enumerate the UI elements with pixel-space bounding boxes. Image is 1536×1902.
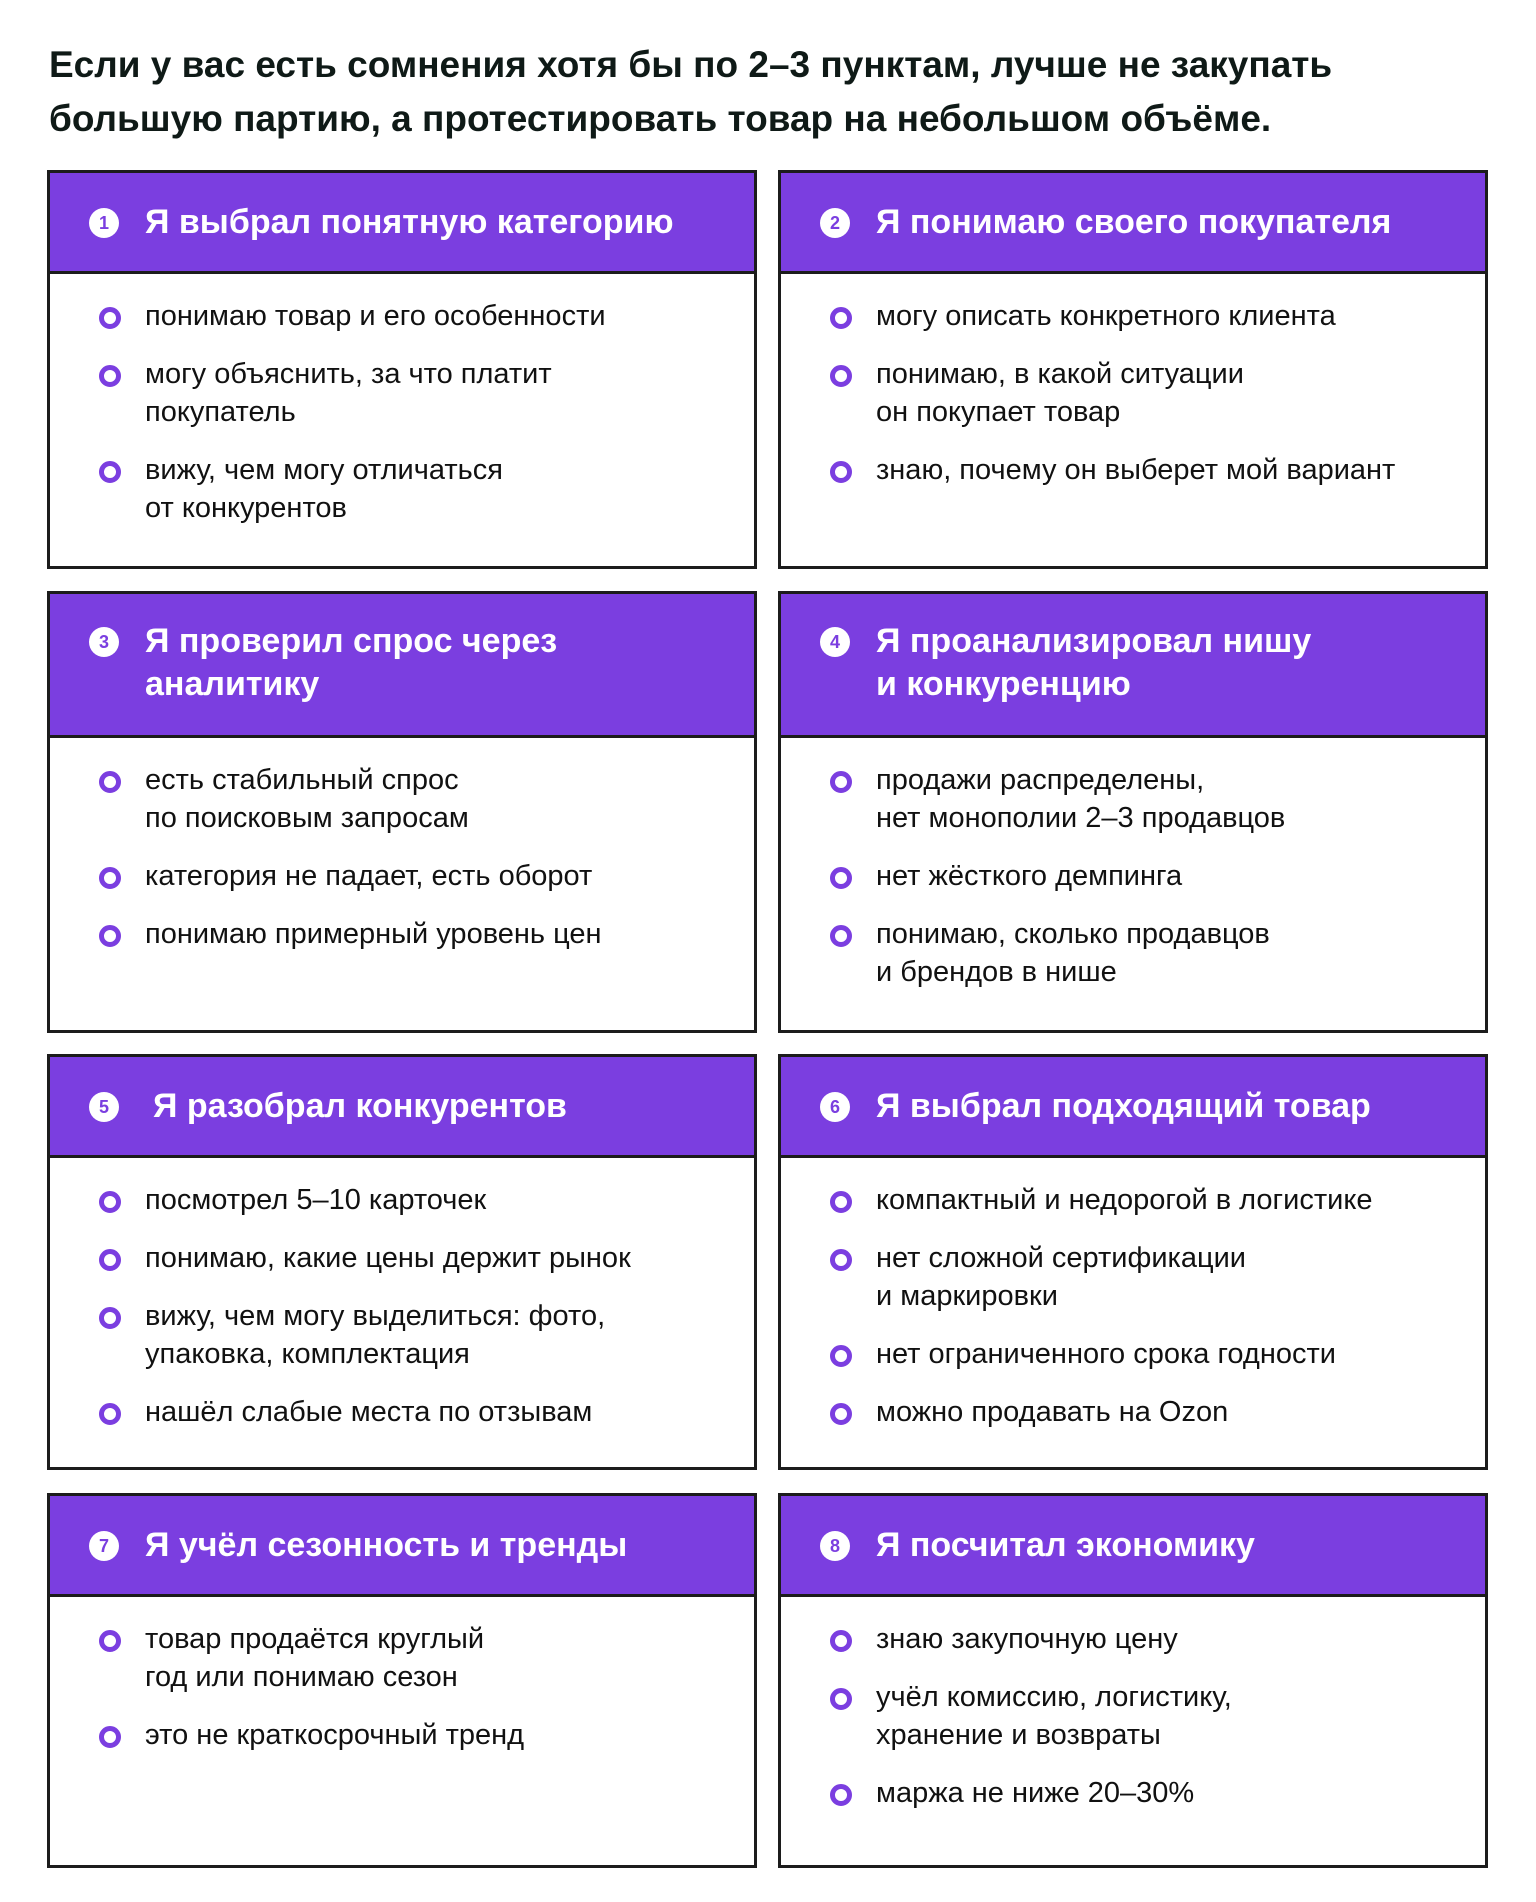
bullet-ring-icon (99, 1249, 121, 1271)
checklist-items (50, 1597, 754, 1754)
bullet-ring-icon (99, 925, 121, 947)
checklist-item (50, 1716, 734, 1754)
checklist-items (50, 274, 754, 527)
card-title: Я проверил спрос через аналитику (145, 622, 558, 703)
checklist-item (781, 1774, 1465, 1812)
item-text: нет жёсткого демпинга (876, 860, 1183, 892)
checklist-item (50, 1297, 734, 1373)
number-badge: 5 (89, 1092, 119, 1122)
checklist-items (781, 1158, 1485, 1431)
checklist-item (50, 915, 734, 953)
checklist-card-5 (47, 1054, 757, 1470)
bullet-ring-icon (99, 867, 121, 889)
item-text: знаю закупочную цену (876, 1623, 1178, 1655)
checklist-card-1 (47, 170, 757, 569)
item-text: понимаю товар и его особенности (145, 300, 606, 332)
bullet-ring-icon (99, 1726, 121, 1748)
checklist-item (781, 1335, 1465, 1373)
item-text: есть стабильный спрос по поисковым запросам (145, 764, 469, 834)
bullet-ring-icon (830, 365, 852, 387)
bullet-ring-icon (99, 1630, 121, 1652)
checklist-card-6 (778, 1054, 1488, 1470)
checklist-card-3 (47, 591, 757, 1033)
checklist-item (50, 355, 734, 431)
checklist-item (781, 297, 1465, 335)
card-title: Я учёл сезонность и тренды (145, 1526, 628, 1564)
intro-text: Если у вас есть сомнения хотя бы по 2–3 пунктам, лучше не закупать большую партию, а протестировать товар на небольшом объёме. (49, 44, 1333, 139)
checklist-item (50, 761, 734, 837)
checklist-items (781, 738, 1485, 991)
checklist-items (50, 1158, 754, 1431)
checklist-item (781, 915, 1465, 991)
checklist-item (50, 1393, 734, 1431)
checklist-item (50, 451, 734, 527)
item-text: нашёл слабые места по отзывам (145, 1396, 593, 1428)
item-text: продажи распределены, нет монополии 2–3 продавцов (876, 764, 1286, 834)
bullet-ring-icon (830, 1784, 852, 1806)
bullet-ring-icon (830, 1630, 852, 1652)
checklist-item (50, 1620, 734, 1696)
checklist-item (781, 1620, 1465, 1658)
item-text: могу объяснить, за что платит покупатель (145, 358, 552, 428)
card-title: Я выбрал понятную категорию (145, 203, 674, 241)
card-header (50, 1057, 754, 1158)
bullet-ring-icon (830, 925, 852, 947)
checklist-item (781, 1678, 1465, 1754)
card-header (50, 173, 754, 274)
number-badge: 1 (89, 208, 119, 238)
checklist-items (781, 1597, 1485, 1812)
card-header (781, 173, 1485, 274)
item-text: понимаю, какие цены держит рынок (145, 1242, 631, 1274)
number-badge: 4 (820, 627, 850, 657)
card-header (781, 594, 1485, 738)
bullet-ring-icon (99, 771, 121, 793)
checklist-card-7 (47, 1493, 757, 1868)
item-text: понимаю, в какой ситуации он покупает товар (876, 358, 1244, 428)
item-text: могу описать конкретного клиента (876, 300, 1336, 332)
number-badge: 2 (820, 208, 850, 238)
number-badge: 7 (89, 1531, 119, 1561)
checklist-item (781, 1239, 1465, 1315)
checklist-item (50, 297, 734, 335)
checklist-item (50, 857, 734, 895)
item-text: посмотрел 5–10 карточек (145, 1184, 487, 1216)
card-header (50, 594, 754, 738)
card-header (781, 1057, 1485, 1158)
bullet-ring-icon (99, 307, 121, 329)
bullet-ring-icon (99, 1403, 121, 1425)
checklist-item (781, 1181, 1465, 1219)
bullet-ring-icon (830, 1345, 852, 1367)
checklist-item (781, 1393, 1465, 1431)
checklist-items (781, 274, 1485, 489)
item-text: понимаю, сколько продавцов и брендов в нише (876, 918, 1270, 988)
bullet-ring-icon (830, 307, 852, 329)
checklist-item (781, 355, 1465, 431)
item-text: понимаю примерный уровень цен (145, 918, 602, 950)
item-text: товар продаётся круглый год или понимаю сезон (145, 1623, 485, 1693)
item-text: вижу, чем могу отличаться от конкурентов (145, 454, 503, 524)
number-badge: 8 (820, 1531, 850, 1561)
item-text: категория не падает, есть оборот (145, 860, 593, 892)
checklist-item (781, 857, 1465, 895)
bullet-ring-icon (830, 771, 852, 793)
card-title: Я проанализировал нишу и конкуренцию (876, 622, 1312, 703)
item-text: нет ограниченного срока годности (876, 1338, 1336, 1370)
item-text: можно продавать на Ozon (876, 1396, 1229, 1428)
bullet-ring-icon (830, 1688, 852, 1710)
item-text: маржа не ниже 20–30% (876, 1777, 1195, 1809)
card-header (781, 1496, 1485, 1597)
card-title: Я разобрал конкурентов (153, 1087, 567, 1125)
bullet-ring-icon (99, 1307, 121, 1329)
checklist-item (50, 1239, 734, 1277)
item-text: это не краткосрочный тренд (145, 1719, 525, 1751)
bullet-ring-icon (830, 867, 852, 889)
bullet-ring-icon (830, 461, 852, 483)
checklist-item (781, 761, 1465, 837)
number-badge: 6 (820, 1092, 850, 1122)
bullet-ring-icon (830, 1191, 852, 1213)
checklist-items (50, 738, 754, 953)
checklist-card-8 (778, 1493, 1488, 1868)
card-title: Я посчитал экономику (876, 1526, 1255, 1564)
card-title: Я понимаю своего покупателя (876, 203, 1392, 241)
bullet-ring-icon (99, 461, 121, 483)
checklist-card-2 (778, 170, 1488, 569)
bullet-ring-icon (99, 365, 121, 387)
item-text: знаю, почему он выберет мой вариант (876, 454, 1396, 486)
bullet-ring-icon (830, 1403, 852, 1425)
checklist-card-4 (778, 591, 1488, 1033)
number-badge: 3 (89, 627, 119, 657)
card-header (50, 1496, 754, 1597)
checklist-item (781, 451, 1465, 489)
item-text: компактный и недорогой в логистике (876, 1184, 1373, 1216)
item-text: учёл комиссию, логистику, хранение и возвраты (876, 1681, 1232, 1751)
bullet-ring-icon (99, 1191, 121, 1213)
item-text: вижу, чем могу выделиться: фото, упаковка, комплектация (145, 1300, 606, 1370)
card-title: Я выбрал подходящий товар (876, 1087, 1371, 1125)
checklist-item (50, 1181, 734, 1219)
item-text: нет сложной сертификации и маркировки (876, 1242, 1246, 1312)
bullet-ring-icon (830, 1249, 852, 1271)
